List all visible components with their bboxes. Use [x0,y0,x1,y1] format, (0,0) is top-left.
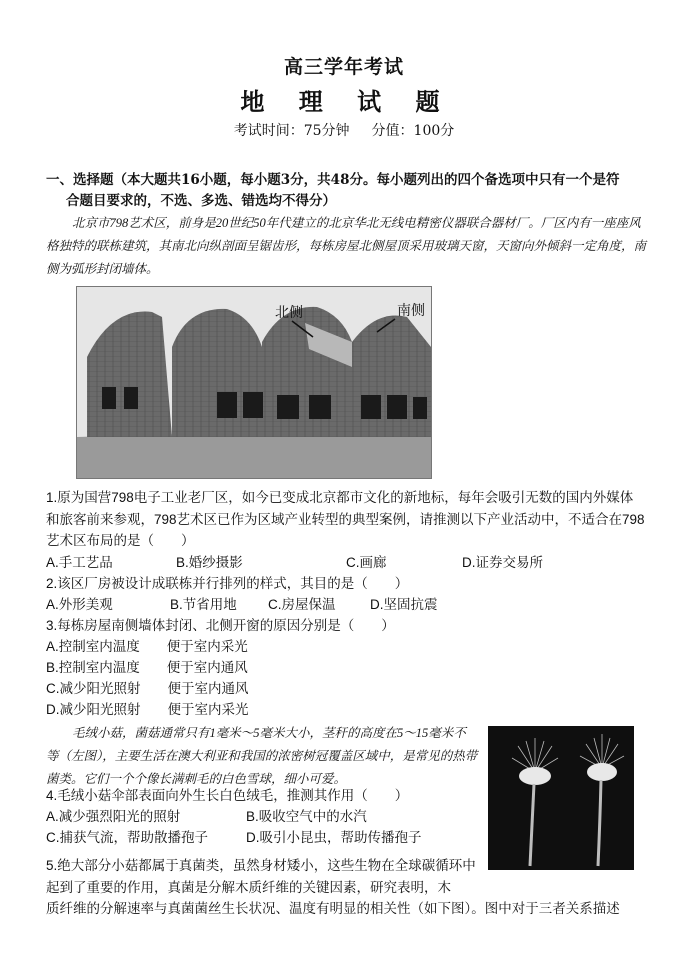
factory-illustration [77,287,431,478]
q1-option-c[interactable]: C.画廊 [346,555,387,570]
label-north: 北侧 [275,305,303,321]
q3-option-b[interactable]: B.控制室内温度 便于室内通风 [46,660,248,675]
question-5-part1: 5.绝大部分小菇都属于真菌类，虽然身材矮小，这些生物在全球碳循环中起到了重要的作用，真菌是分解木质纤维的关键因素，研究表明，木 [46,858,476,895]
passage-mushroom: 毛绒小菇，菌菇通常只有1毫米～5毫米大小，茎秆的高度在5～15毫米不等（左图），主要生活在澳大利亚和我国的浓密树冠覆盖区域中，是常见的热带菌类。它们一个个像长满刺毛的白色雪球，细小可爱。 [46,726,478,786]
q4-options-row1 [46,806,646,827]
question-5-part2: 质纤维的分解速率与真菌菌丝生长状况、温度有明显的相关性（如下图）。图中对于三者关系描述 [46,901,620,916]
q2-option-d[interactable]: D.坚固抗震 [370,597,438,612]
q3-option-d[interactable]: D.减少阳光照射 便于室内采光 [46,702,249,717]
q2-option-b[interactable]: B.节省用地 [170,597,237,612]
section-heading [46,170,646,212]
q2-option-c[interactable]: C.房屋保温 [268,597,336,612]
subject-title: 地 理 试 题 [240,87,448,116]
exam-time: 考试时间：75分钟 [233,123,350,139]
q1-options [46,552,646,573]
exam-title: 高三学年考试 [283,56,404,78]
q1-option-d[interactable]: D.证券交易所 [462,555,543,570]
q4-option-b[interactable]: B.吸收空气中的水汽 [246,809,367,824]
section-heading-line2: 合题目要求的，不选、多选、错选均不得分） [66,193,336,209]
passage-798: 北京市798艺术区，前身是20世纪50年代建立的北京华北无线电精密仪器联合器材厂。厂区内有一座座风格独特的联栋建筑，其南北向纵剖面呈锯齿形，每栋房屋北侧屋顶采用玻璃天窗，天窗向外倾斜一定角度，南侧为弧形封闭墙体。 [46,216,647,276]
section-heading-line1: 一、选择题（本大题共16小题，每小题3分，共48分。每小题列出的四个备选项中只有一个是符 [46,172,620,188]
exam-meta [0,120,688,140]
q2-options [46,594,646,615]
q1-option-b[interactable]: B.婚纱摄影 [176,555,243,570]
question-2: 2.该区厂房被设计成联栋并行排列的样式，其目的是（ ） [46,576,409,591]
q4-option-c[interactable]: C.捕获气流，帮助散播孢子 [46,830,208,845]
q4-options-row2 [46,827,646,848]
q2-option-a[interactable]: A.外形美观 [46,597,113,612]
question-1: 1.原为国营798电子工业老厂区，如今已变成北京都市文化的新地标，每年会吸引无数的国内外媒体和旅客前来参观，798艺术区已作为区域产业转型的典型案例，请推测以下产业活动中，不适合在798艺术区布局的是（ ） [46,490,645,548]
question-4: 4.毛绒小菇伞部表面向外生长白色绒毛，推测其作用（ ） [46,788,409,803]
q3-option-a[interactable]: A.控制室内温度 便于室内采光 [46,639,248,654]
q4-option-a[interactable]: A.减少强烈阳光的照射 [46,809,181,824]
label-south: 南侧 [397,303,425,319]
factory-photo [76,286,432,479]
exam-score: 分值：100分 [371,123,455,139]
question-3: 3.每栋房屋南侧墙体封闭、北侧开窗的原因分别是（ ） [46,618,395,633]
q4-option-d[interactable]: D.吸引小昆虫，帮助传播孢子 [246,830,422,845]
q3-option-c[interactable]: C.减少阳光照射 便于室内通风 [46,681,249,696]
q1-option-a[interactable]: A.手工艺品 [46,555,113,570]
